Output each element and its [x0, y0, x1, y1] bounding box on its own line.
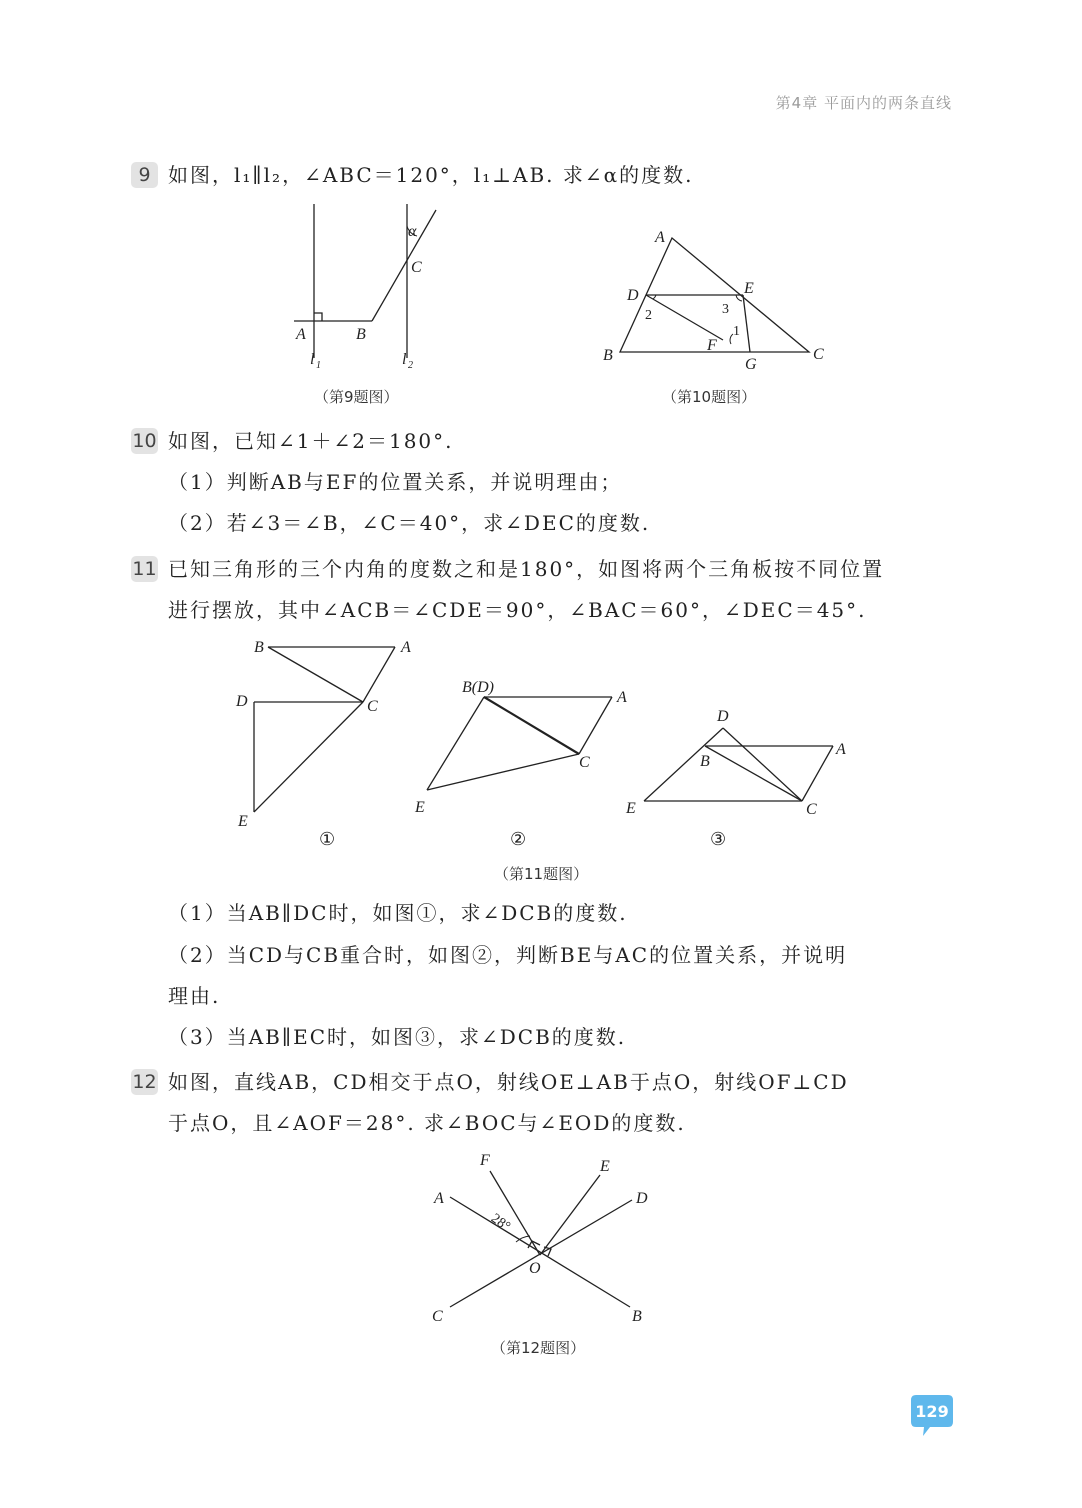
question-10-part-1: （1）判断AB与EF的位置关系，并说明理由；	[168, 470, 623, 494]
label-bd: B(D)	[462, 679, 494, 696]
question-12-number: 12	[132, 1071, 157, 1093]
segment-dc	[723, 728, 802, 801]
segment-eg	[743, 295, 750, 352]
question-11-text-1: 已知三角形的三个内角的度数之和是180°，如图将两个三角板按不同位置	[168, 557, 885, 581]
label-a: A	[836, 741, 846, 758]
label-b: B	[356, 326, 366, 343]
label-b: B	[700, 753, 710, 770]
segment-bc	[268, 647, 363, 702]
segment-dc	[484, 697, 579, 754]
label-a: A	[655, 229, 665, 246]
figure-q11-1	[230, 632, 430, 852]
label-3: 3	[722, 302, 729, 317]
segment-ec	[254, 702, 363, 812]
question-10-part-2: （2）若∠3＝∠B，∠C＝40°，求∠DEC的度数.	[168, 511, 651, 535]
segment-ec	[427, 754, 579, 790]
segment-bc	[372, 210, 436, 321]
figure-q12	[420, 1145, 670, 1330]
question-10-number: 10	[132, 430, 157, 452]
question-11-part-3: （3）当AB∥EC时，如图③，求∠DCB的度数.	[168, 1025, 627, 1049]
label-b: B	[632, 1308, 642, 1325]
mark-1: ①	[319, 829, 336, 849]
label-d: D	[236, 693, 248, 710]
question-11-part-2a: （2）当CD与CB重合时，如图②，判断BE与AC的位置关系，并说明	[168, 943, 848, 967]
label-c: C	[806, 801, 817, 818]
segment-ac	[802, 746, 833, 801]
caption-q10: （第10题图）	[662, 388, 757, 406]
label-c: C	[411, 259, 422, 276]
label-2: 2	[645, 308, 652, 323]
label-e: E	[600, 1158, 610, 1175]
label-d: D	[636, 1190, 648, 1207]
segment-de	[644, 728, 723, 801]
figure-q10	[595, 222, 835, 374]
label-e: E	[744, 280, 754, 297]
question-12-text-1: 如图，直线AB，CD相交于点O，射线OE⊥AB于点O，射线OF⊥CD	[168, 1070, 849, 1094]
label-d: D	[627, 287, 639, 304]
label-c: C	[579, 754, 590, 771]
label-g: G	[745, 356, 757, 373]
label-b: B	[254, 639, 264, 656]
label-28: 28°	[488, 1211, 513, 1235]
question-11-part-1: （1）当AB∥DC时，如图①，求∠DCB的度数.	[168, 901, 628, 925]
mark-2: ②	[510, 829, 527, 849]
label-f: F	[707, 337, 717, 354]
label-a: A	[401, 639, 411, 656]
caption-q11: （第11题图）	[494, 865, 589, 883]
caption-q9: （第9题图）	[314, 388, 399, 406]
caption-q12: （第12题图）	[491, 1339, 586, 1357]
segment-ac	[579, 697, 612, 754]
label-c: C	[813, 346, 824, 363]
right-angle-mark	[314, 313, 322, 321]
label-a: A	[434, 1190, 444, 1207]
question-11-part-2b: 理由.	[168, 984, 221, 1008]
label-l2: l	[402, 351, 407, 368]
chapter-header: 第4章 平面内的两条直线	[775, 94, 952, 112]
label-f: F	[480, 1152, 490, 1169]
label-e: E	[238, 813, 248, 830]
ray-oe	[540, 1175, 600, 1255]
segment-bc	[705, 746, 802, 801]
page-number-badge	[910, 1392, 954, 1434]
label-a: A	[296, 326, 306, 343]
label-alpha: α	[408, 223, 417, 240]
label-1: 1	[733, 324, 740, 339]
label-b: B	[603, 347, 613, 364]
figure-q11-3	[620, 700, 860, 852]
label-e: E	[626, 800, 636, 817]
label-a: A	[617, 689, 627, 706]
label-l1-sub: 1	[316, 360, 321, 371]
segment-df	[646, 295, 723, 340]
label-l1: l	[310, 351, 315, 368]
label-e: E	[415, 799, 425, 816]
figure-q11-2	[410, 672, 640, 852]
question-9-number: 9	[131, 162, 158, 188]
figure-q9	[280, 198, 460, 378]
label-c: C	[367, 698, 378, 715]
label-o: O	[529, 1260, 541, 1277]
question-11-number: 11	[132, 558, 157, 580]
label-d: D	[717, 708, 729, 725]
question-12-text-2: 于点O，且∠AOF＝28°. 求∠BOC与∠EOD的度数.	[168, 1111, 686, 1135]
label-c: C	[432, 1308, 443, 1325]
question-11-text-2: 进行摆放，其中∠ACB＝∠CDE＝90°，∠BAC＝60°，∠DEC＝45°.	[168, 598, 867, 622]
label-l2-sub: 2	[408, 360, 413, 371]
segment-de	[427, 697, 484, 790]
question-9-text: 如图，l₁∥l₂，∠ABC＝120°，l₁⊥AB. 求∠α的度数.	[168, 163, 694, 187]
mark-3: ③	[710, 829, 727, 849]
question-10-text: 如图，已知∠1＋∠2＝180°.	[168, 429, 454, 453]
page-number: 129	[915, 1402, 949, 1421]
segment-ac	[363, 647, 395, 702]
